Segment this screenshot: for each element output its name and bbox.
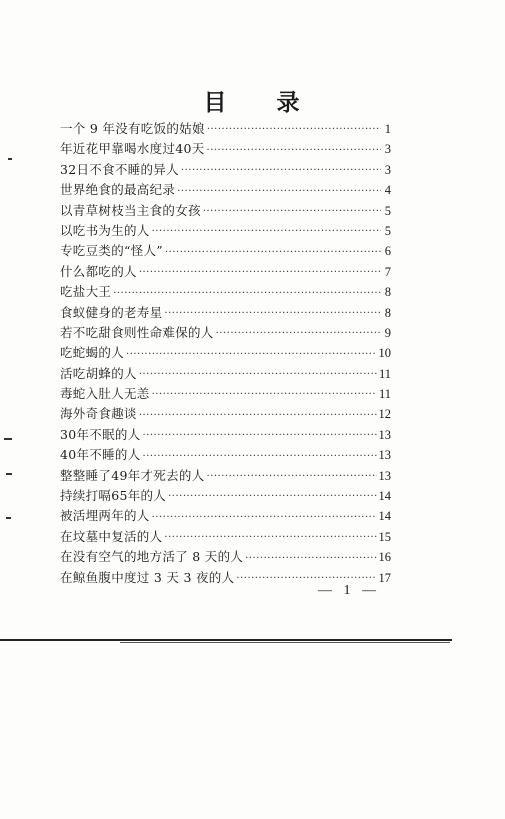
entry-page-number: 6	[384, 244, 391, 259]
toc-entry	[60, 384, 391, 404]
entry-title: 整整睡了49年才死去的人	[60, 467, 205, 483]
toc-entry	[60, 282, 391, 302]
toc-entry	[60, 201, 391, 221]
dot-leader	[168, 488, 376, 506]
entry-title: 30年不眠的人	[60, 426, 141, 442]
title-char-1: 目	[203, 89, 229, 116]
entry-title: 在坟墓中复活的人	[60, 528, 163, 544]
toc-entry	[60, 241, 391, 261]
entry-page-number: 8	[384, 285, 391, 300]
dot-leader	[139, 264, 381, 282]
entry-title: 被活埋两年的人	[60, 508, 150, 524]
toc-entry	[60, 425, 391, 445]
entry-page-number: 8	[384, 305, 391, 320]
scan-speck	[4, 438, 12, 440]
entry-title: 40年不睡的人	[60, 447, 141, 463]
dot-leader	[143, 427, 377, 445]
dot-leader	[203, 203, 381, 221]
entry-title: 食蚁健身的老寿星	[60, 304, 163, 320]
entry-title: 以青草树枝当主食的女孩	[60, 202, 201, 218]
toc-entry	[60, 547, 391, 567]
entry-page-number: 13	[378, 427, 391, 442]
toc-entry	[60, 119, 391, 139]
dot-leader	[164, 305, 381, 323]
toc-entry	[60, 486, 391, 506]
toc-entry	[60, 527, 391, 547]
dot-leader	[165, 244, 381, 262]
entry-page-number: 11	[378, 366, 391, 381]
entry-page-number: 10	[378, 346, 391, 361]
entry-title: 专吃豆类的“怪人”	[60, 243, 163, 259]
entry-title: 海外奇食趣谈	[60, 406, 137, 422]
dot-leader	[245, 550, 376, 568]
page-title	[0, 84, 505, 117]
toc-entry	[60, 506, 391, 526]
toc-entry	[60, 221, 391, 241]
dot-leader	[181, 162, 381, 180]
scan-speck	[8, 158, 12, 160]
toc-entry	[60, 262, 391, 282]
dot-leader	[177, 183, 381, 201]
entry-title: 吃蛇蝎的人	[60, 345, 125, 361]
entry-page-number: 15	[378, 529, 391, 544]
entry-page-number: 1	[384, 121, 391, 136]
title-char-2: 录	[276, 89, 302, 116]
entry-title: 世界绝食的最高纪录	[60, 182, 176, 198]
toc-entry	[60, 180, 391, 200]
entry-title: 什么都吃的人	[60, 263, 137, 279]
entry-page-number: 7	[384, 264, 391, 279]
dot-leader	[139, 366, 377, 384]
toc-entry	[60, 364, 391, 384]
entry-page-number: 14	[378, 509, 391, 524]
toc-entry	[60, 139, 391, 159]
page-number-footer: — 1 —	[318, 583, 380, 598]
toc-entry	[60, 343, 391, 363]
entry-title: 持续打嗝65年的人	[60, 488, 167, 504]
dot-leader	[216, 325, 381, 343]
entry-title: 一个 9 年没有吃饭的姑娘	[60, 120, 205, 136]
dot-leader	[207, 468, 377, 486]
entry-page-number: 13	[378, 448, 391, 463]
entry-page-number: 4	[384, 183, 391, 198]
toc-entry	[60, 303, 391, 323]
entry-page-number: 13	[378, 468, 391, 483]
dot-leader	[164, 529, 376, 547]
entry-title: 在鲸鱼腹中度过 3 天 3 夜的人	[60, 569, 235, 585]
entry-title: 吃盐大王	[60, 284, 112, 300]
entry-page-number: 3	[384, 162, 391, 177]
scan-speck	[6, 517, 11, 519]
entry-page-number: 16	[378, 550, 391, 565]
entry-page-number: 14	[378, 489, 391, 504]
scan-speck	[6, 473, 12, 475]
entry-page-number: 11	[378, 387, 391, 402]
entry-title: 若不吃甜食则性命难保的人	[60, 324, 214, 340]
entry-page-number: 5	[384, 203, 391, 218]
entry-page-number: 3	[384, 142, 391, 157]
entry-title: 年近花甲靠喝水度过40天	[60, 141, 205, 157]
entry-title: 以吃书为生的人	[60, 222, 150, 238]
dot-leader	[152, 223, 381, 241]
toc-entry	[60, 466, 391, 486]
dot-leader	[143, 448, 377, 466]
dot-leader	[152, 386, 377, 404]
dot-leader	[207, 142, 381, 160]
entry-page-number: 12	[378, 407, 391, 422]
entry-page-number: 17	[378, 570, 391, 585]
entry-title: 32日不食不睡的异人	[60, 161, 179, 177]
entry-title: 活吃胡蜂的人	[60, 365, 137, 381]
dot-leader	[139, 407, 377, 425]
entry-title: 在没有空气的地方活了 8 天的人	[60, 549, 244, 565]
table-of-contents	[60, 119, 391, 588]
entry-title: 毒蛇入肚人无恙	[60, 386, 150, 402]
toc-entry	[60, 404, 391, 424]
toc-entry	[60, 445, 391, 465]
dot-leader	[207, 121, 381, 139]
entry-page-number: 5	[384, 223, 391, 238]
dot-leader	[113, 285, 381, 303]
toc-entry	[60, 160, 391, 180]
dot-leader	[152, 509, 377, 527]
toc-entry	[60, 323, 391, 343]
bottom-rule	[0, 639, 452, 641]
entry-page-number: 9	[384, 325, 391, 340]
bottom-rule-thin	[120, 642, 450, 643]
dot-leader	[126, 346, 376, 364]
